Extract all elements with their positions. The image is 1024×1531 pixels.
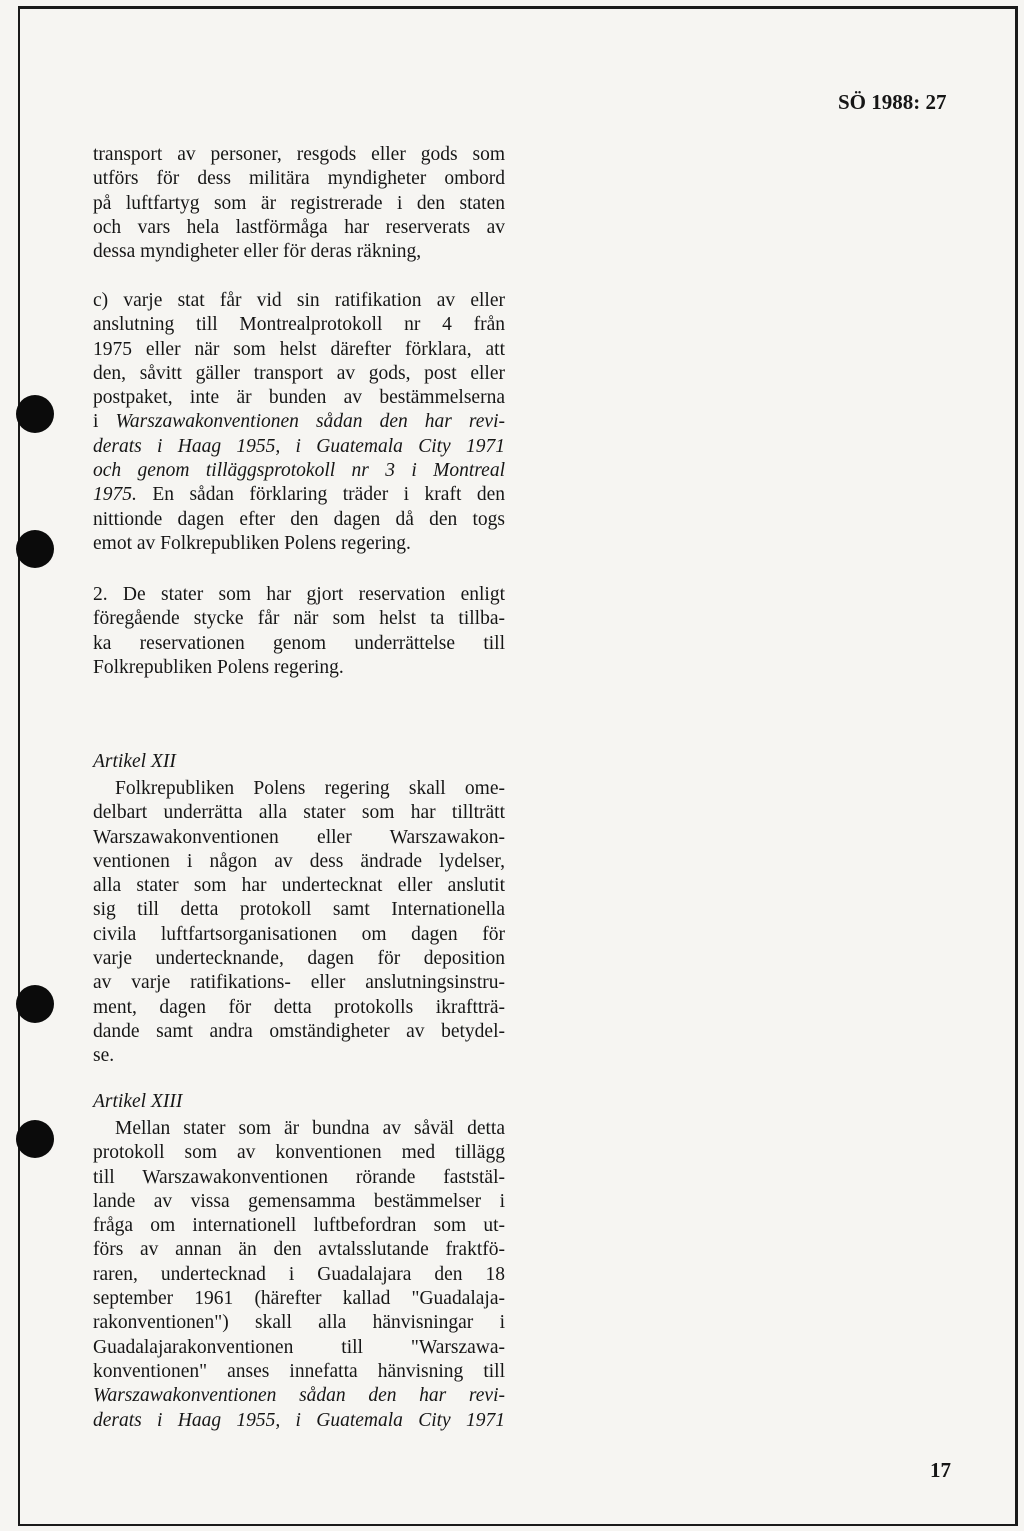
- text-line: den, såvitt gäller transport av gods, post eller: [93, 362, 505, 384]
- text-line: [93, 410, 505, 434]
- text-line: av varje ratifikations- eller anslutningsinstru-: [93, 972, 505, 994]
- text-line: raren, undertecknad i Guadalajara den 18: [93, 1263, 505, 1285]
- text-segment: i: [93, 411, 116, 433]
- text-line: sig till detta protokoll samt Internationella: [93, 899, 505, 921]
- text-line: 1975 eller när som helst därefter förklara, att: [93, 338, 505, 360]
- article-xii-heading: Artikel XII: [93, 751, 176, 772]
- article-xiii-body: [93, 1117, 505, 1433]
- punch-hole: [16, 1120, 54, 1158]
- punch-hole: [16, 985, 54, 1023]
- article-xii-body: [93, 777, 505, 1069]
- text-line: emot av Folkrepubliken Polens regering.: [93, 532, 411, 554]
- text-line: förs av annan än den avtalsslutande fraktfö-: [93, 1239, 505, 1261]
- text-line: [93, 483, 505, 507]
- text-line: alla stater som har undertecknat eller anslutit: [93, 875, 505, 897]
- text-line: och vars hela lastförmåga har reserverats av: [93, 216, 505, 238]
- text-line: nittionde dagen efter den dagen då den togs: [93, 508, 505, 530]
- document-reference: SÖ 1988: 27: [838, 90, 947, 114]
- text-line: konventionen" anses innefatta hänvisning till: [93, 1360, 505, 1382]
- text-line: utförs för dess militära myndigheter ombord: [93, 168, 505, 190]
- intro-paragraph: [93, 143, 505, 264]
- page-number: 17: [930, 1458, 951, 1482]
- text-line: 2. De stater som har gjort reservation enligt: [93, 584, 505, 605]
- text-line: postpaket, inte är bunden av bestämmelserna: [93, 387, 505, 409]
- text-segment: En sådan förklaring träder i kraft den: [136, 484, 505, 506]
- punch-hole: [16, 395, 54, 433]
- text-line: rakonventionen") skall alla hänvisningar i: [93, 1312, 505, 1334]
- text-line: ment, dagen för detta protokolls ikraftträ-: [93, 996, 505, 1018]
- page-border-right: [1015, 6, 1018, 1526]
- paragraph-2: [93, 583, 505, 680]
- text-line: till Warszawakonventionen rörande faststäl-: [93, 1166, 505, 1188]
- text-line: på luftfartyg som är registrerade i den staten: [93, 192, 505, 214]
- italic-text: och genom tilläggsprotokoll nr 3 i Montreal: [93, 460, 505, 482]
- text-line: Warszawakonventionen eller Warszawakon-: [93, 826, 505, 848]
- text-line: civila luftfartsorganisationen om dagen för: [93, 923, 505, 945]
- text-line: lande av vissa gemensamma bestämmelser i: [93, 1190, 505, 1212]
- page-border-left: [18, 6, 20, 1526]
- text-line: transport av personer, resgods eller gods som: [93, 144, 505, 165]
- text-line: Folkrepubliken Polens regering.: [93, 656, 344, 678]
- text-line: se.: [93, 1045, 115, 1067]
- text-line: varje undertecknande, dagen för deposition: [93, 948, 505, 970]
- text-line: Folkrepubliken Polens regering skall ome-: [115, 778, 505, 799]
- italic-text: 1975.: [93, 484, 137, 506]
- text-line: delbart underrätta alla stater som har tillträtt: [93, 802, 505, 824]
- text-line: dande samt andra omständigheter av betydel-: [93, 1020, 505, 1042]
- italic-text: Warszawakonventionen sådan den har revi-: [93, 1385, 505, 1407]
- italic-text: Warszawakonventionen sådan den har revi-: [115, 411, 505, 433]
- text-line: anslutning till Montrealprotokoll nr 4 från: [93, 314, 505, 336]
- text-line: ventionen i någon av dess ändrade lydelser,: [93, 850, 505, 872]
- text-line: föregående stycke får när som helst ta tillba-: [93, 608, 505, 630]
- article-xiii-heading: Artikel XIII: [93, 1091, 183, 1112]
- page-border-bottom: [18, 1524, 1018, 1526]
- text-line: fråga om internationell luftbefordran som ut-: [93, 1215, 505, 1237]
- text-line: Mellan stater som är bundna av såväl detta: [115, 1118, 505, 1139]
- text-line: c) varje stat får vid sin ratifikation av eller: [93, 290, 505, 311]
- paragraph-c: [93, 289, 505, 556]
- text-line: september 1961 (härefter kallad "Guadalaja-: [93, 1288, 505, 1310]
- text-line: protokoll som av konventionen med tillägg: [93, 1142, 505, 1164]
- text-line: ka reservationen genom underrättelse till: [93, 632, 505, 654]
- text-line: dessa myndigheter eller för deras räkning,: [93, 241, 422, 263]
- italic-text: derats i Haag 1955, i Guatemala City 1971: [93, 1409, 505, 1431]
- italic-text: derats i Haag 1955, i Guatemala City 1971: [93, 435, 505, 457]
- page-border-top: [18, 6, 1018, 9]
- punch-hole: [16, 530, 54, 568]
- text-line: Guadalajarakonventionen till "Warszawa-: [93, 1336, 505, 1358]
